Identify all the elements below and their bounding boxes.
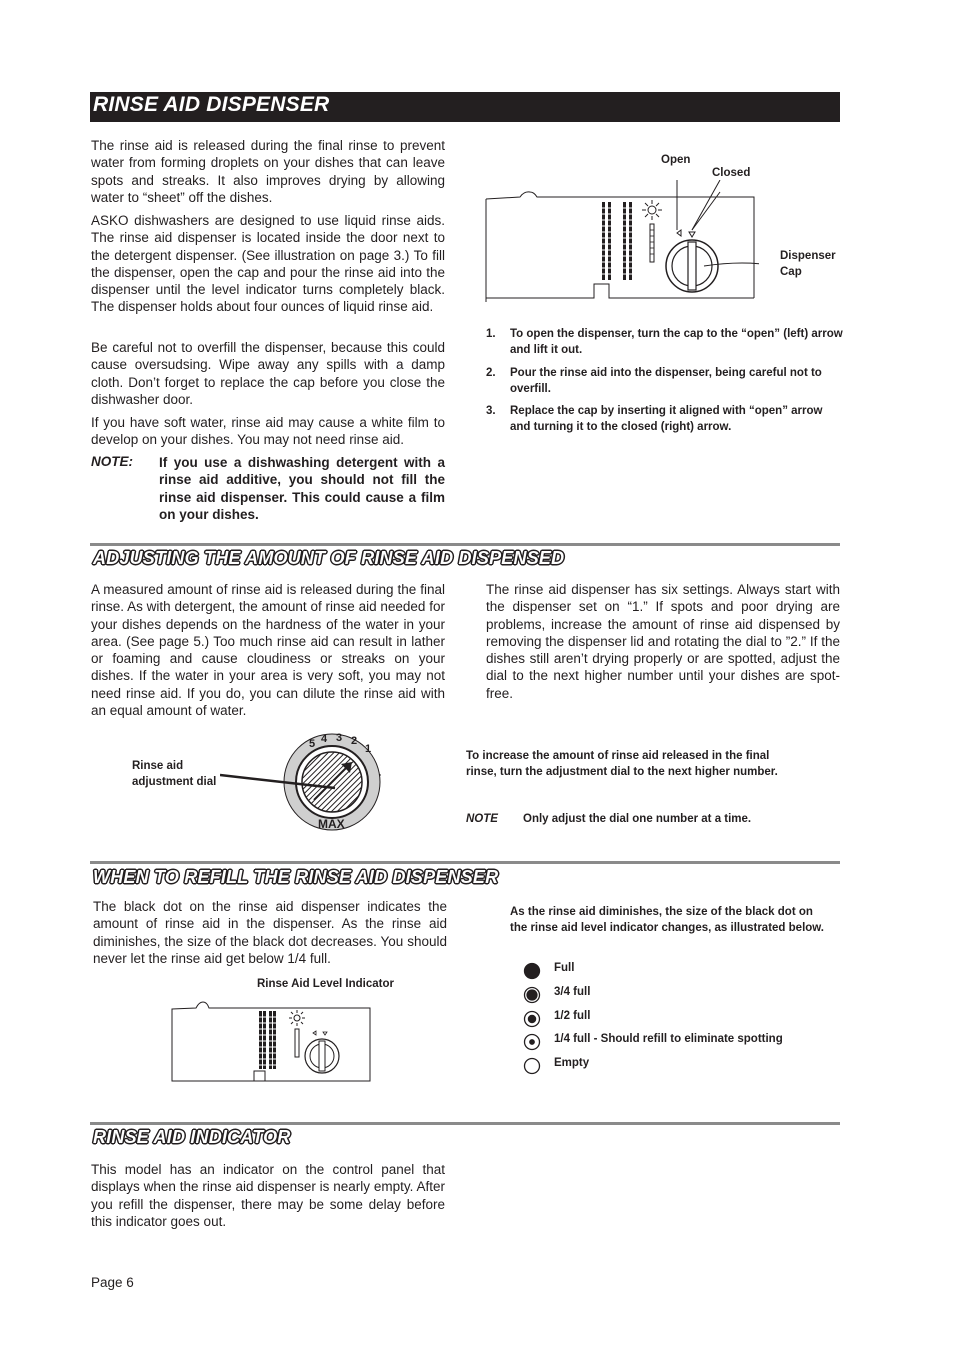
figure-label-open: Open	[661, 154, 691, 166]
list-item: 1. To open the dispenser, turn the cap to the “open” (left) arrow and lift it out.	[486, 328, 843, 356]
dial-number: 3	[336, 732, 343, 744]
dial-instruction: To increase the amount of rinse aid released in the final rinse, turn the adjustment dial to the next higher number.	[466, 750, 778, 778]
level-dot-icon	[523, 1010, 541, 1028]
level-dot-icon	[523, 1057, 541, 1075]
dispenser-illustration	[484, 180, 759, 302]
dial-number: 2	[351, 735, 358, 747]
dial-word: MAX	[318, 817, 345, 831]
note-label: NOTE:	[91, 454, 133, 469]
paragraph: The rinse aid is released during the final rinse to prevent water from forming droplets on your dishes that can leave spots and streaks. It also improves drying by allowing water to “sheet” off the dishes.	[91, 138, 445, 205]
page-number: Page 6	[91, 1275, 134, 1290]
level-label: Empty	[554, 1057, 590, 1069]
figure-label-closed: Closed	[712, 167, 751, 179]
level-indicator-illustration	[170, 995, 375, 1085]
level-label: 1/2 full	[554, 1010, 591, 1022]
paragraph: If you have soft water, rinse aid may cause a white film to develop on your dishes. You may not need rinse aid.	[91, 415, 445, 448]
dial-number: 5	[309, 738, 316, 750]
section-banner	[90, 92, 840, 122]
figure-label-adjustment-dial: Rinse aid adjustment dial	[132, 760, 217, 788]
list-item: 2. Pour the rinse aid into the dispenser, being careful not to overfill.	[486, 367, 822, 395]
figure-label-dispenser-cap: Dispenser Cap	[780, 250, 836, 278]
level-label: 3/4 full	[554, 986, 591, 998]
section-title-adjusting: ADJUSTING THE AMOUNT OF RINSE AID DISPENSED	[93, 548, 565, 568]
dial-number: 4	[321, 733, 328, 745]
section-divider	[90, 1122, 840, 1125]
adjustment-dial-illustration	[220, 730, 390, 835]
section-divider	[90, 861, 840, 864]
level-label: 1/4 full - Should refill to eliminate spotting	[554, 1033, 783, 1045]
level-intro: As the rinse aid diminishes, the size of the black dot on the rinse aid level indicator changes, as illustrated below.	[510, 906, 825, 934]
paragraph: The black dot on the rinse aid dispenser indicates the amount of rinse aid in the dispenser. As the rinse aid diminishes, the size of the black dot decreases. You should never let the rinse aid get below 1/4 full.	[93, 899, 447, 966]
dial-number: 1	[365, 743, 372, 755]
paragraph: This model has an indicator on the control panel that displays when the rinse aid dispenser is nearly empty. After you refill the dispenser, there may be some delay before this indicator goes out.	[91, 1162, 445, 1229]
level-label: Full	[554, 962, 575, 974]
section-title-when-to-refill: WHEN TO REFILL THE RINSE AID DISPENSER	[93, 867, 499, 887]
list-item: 3. Replace the cap by inserting it aligned with “open” arrow and turning it to the closed (right) arrow.	[486, 405, 823, 433]
paragraph: Be careful not to overfill the dispenser, because this could cause oversudsing. Wipe away any spills with a damp cloth. Don’t forget to replace the cap before you close the dishwasher door.	[91, 340, 445, 407]
note-text: If you use a dishwashing detergent with a rinse aid additive, you should not fill the rinse aid dispenser. This could cause a film on your dishes.	[159, 455, 445, 522]
paragraph: The rinse aid dispenser has six settings. Always start with the dispenser set on “1.” If spots and poor drying are problems, increase the amount of rinse aid dispensed by removing the dispenser lid and rotating the dial to ”2.” If the dishes still aren’t drying properly or are spotted, adjust the dial to the next higher number until your dishes are spot-free.	[486, 582, 840, 701]
section-title-rinse-aid-indicator: RINSE AID INDICATOR	[93, 1127, 291, 1147]
section-divider	[90, 543, 840, 546]
figure-label-level-indicator: Rinse Aid Level Indicator	[257, 978, 394, 990]
level-dot-icon	[523, 1033, 541, 1051]
section-title-rinse-aid-dispenser: RINSE AID DISPENSER	[93, 93, 330, 116]
note-label: NOTE	[466, 813, 498, 825]
level-dot-icon	[523, 962, 541, 980]
level-dot-icon	[523, 986, 541, 1004]
paragraph: A measured amount of rinse aid is released during the final rinse. As with detergent, the amount of rinse aid needed for your dishes depends on the hardness of the water in your area. (See page 5.) Too much rinse aid can result in lather or foaming and cause cloudiness or streaks on your dishes. If the water in your area is very soft, you may not need rinse aid. If you do, you can dilute the rinse aid with an equal amount of water.	[91, 582, 445, 719]
paragraph: ASKO dishwashers are designed to use liquid rinse aids. The rinse aid dispenser is located inside the door next to the detergent dispenser. (See illustration on page 3.) To fill the dispenser, open the cap and pour the rinse aid into the dispenser until the level indicator turns completely black. The dispenser holds about four ounces of liquid rinse aid.	[91, 213, 445, 315]
note-text: Only adjust the dial one number at a time.	[523, 813, 752, 825]
